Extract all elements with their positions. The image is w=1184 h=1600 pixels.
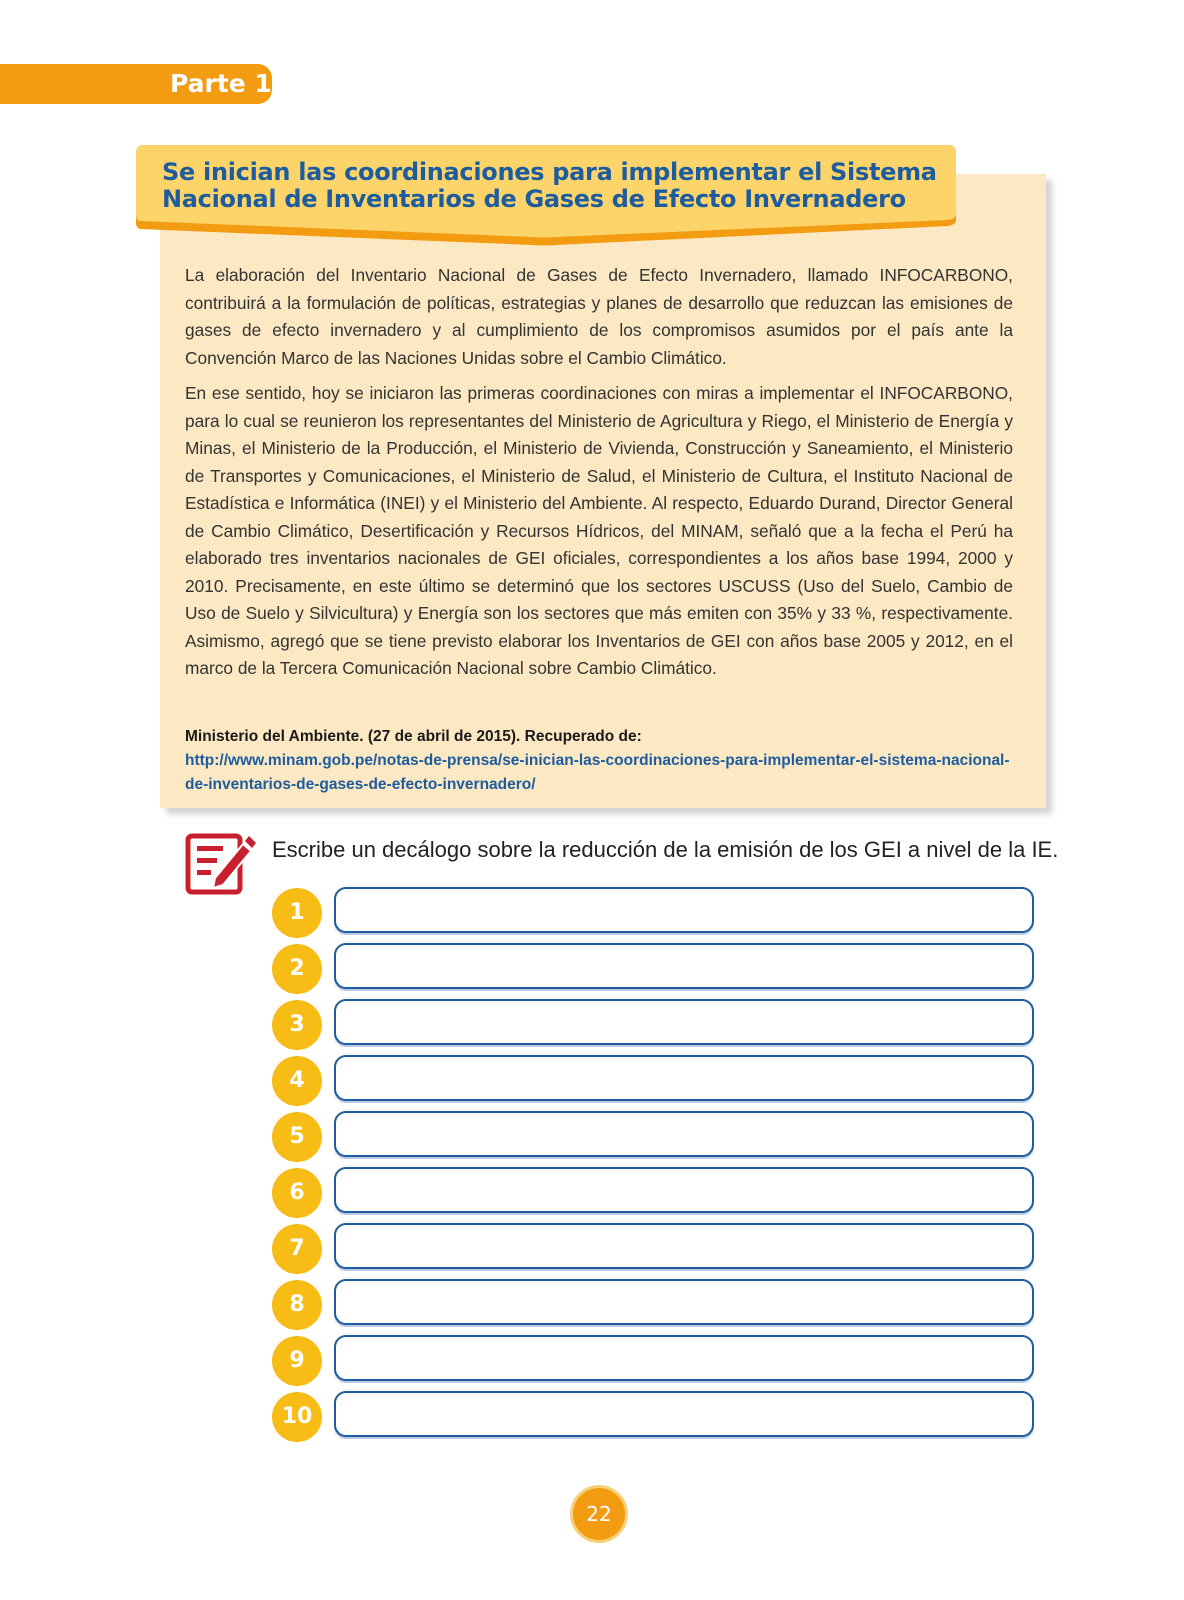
answer-field-3[interactable]: [334, 999, 1034, 1045]
item-number-badge: 4: [272, 1056, 322, 1106]
item-number-badge: 5: [272, 1112, 322, 1162]
item-number-badge: 8: [272, 1280, 322, 1330]
page-number: 22: [570, 1485, 628, 1543]
citation-label: Ministerio del Ambiente. (27 de abril de 2015). Recuperado de:: [185, 728, 642, 745]
item-number-badge: 1: [272, 888, 322, 938]
decalogo-item: [272, 1335, 1052, 1391]
article-title: Se inician las coordinaciones para implementar el Sistema Nacional de Inventarios de Gases de Efecto Invernadero: [162, 158, 937, 213]
decalogo-item: [272, 1279, 1052, 1335]
part-tab: [0, 64, 272, 104]
answer-field-7[interactable]: [334, 1223, 1034, 1269]
answer-field-4[interactable]: [334, 1055, 1034, 1101]
answer-field-1[interactable]: [334, 887, 1034, 933]
decalogo-item: [272, 1111, 1052, 1167]
decalogo-item: [272, 1223, 1052, 1279]
item-number-badge: 2: [272, 944, 322, 994]
answer-field-6[interactable]: [334, 1167, 1034, 1213]
title-banner: [136, 145, 958, 257]
part-label: Parte 1: [170, 69, 272, 98]
answer-field-8[interactable]: [334, 1279, 1034, 1325]
item-number-badge: 3: [272, 1000, 322, 1050]
decalogo-item: [272, 999, 1052, 1055]
answer-field-9[interactable]: [334, 1335, 1034, 1381]
decalogo-item: [272, 1391, 1052, 1447]
decalogo-item: [272, 1167, 1052, 1223]
citation-link[interactable]: http://www.minam.gob.pe/notas-de-prensa/se-inician-las-coordinaciones-para-implementar-el-sistema-nacional-de-inventarios-de-gases-de-efecto-invernadero/: [185, 752, 1010, 793]
activity-prompt: Escribe un decálogo sobre la reducción de la emisión de los GEI a nivel de la IE.: [272, 837, 1059, 862]
article-paragraph-1: La elaboración del Inventario Nacional de Gases de Efecto Invernadero, llamado INFOCARBONO, contribuirá a la formulación de políticas, estrategias y planes de desarrollo que reduzcan las emisiones de gases de efecto invernadero y al cumplimiento de los compromisos asumidos por el país ante la Convención Marco de las Naciones Unidas sobre el Cambio Climático.: [185, 265, 1013, 368]
decalogo-list: [272, 887, 1052, 1447]
item-number-badge: 10: [272, 1392, 322, 1442]
item-number-badge: 6: [272, 1168, 322, 1218]
answer-field-2[interactable]: [334, 943, 1034, 989]
item-number-badge: 9: [272, 1336, 322, 1386]
article-body: [185, 262, 1013, 691]
article-paragraph-2: En ese sentido, hoy se iniciaron las primeras coordinaciones con miras a implementar el INFOCARBONO, para lo cual se reunieron los representantes del Ministerio de Agricultura y Riego, el Ministerio de Energía y Minas, el Ministerio de la Producción, el Ministerio de Vivienda, Construcción y Saneamiento, el Ministerio de Transportes y Comunicaciones, el Ministerio de Salud, el Ministerio de Cultura, el Instituto Nacional de Estadística e Informática (INEI) y el Ministerio del Ambiente. Al respecto, Eduardo Durand, Director General de Cambio Climático, Desertificación y Recursos Hídricos, del MINAM, señaló que a la fecha el Perú ha elaborado tres inventarios nacionales de GEI oficiales, correspondientes a los años base 1994, 2000 y 2010. Precisamente, en este último se determinó que los sectores USCUSS (Uso del Suelo, Cambio de Uso de Suelo y Silvicultura) y Energía son los sectores que más emiten con 35% y 33 %, respectivamente. Asimismo, agregó que se tiene previsto elaborar los Inventarios de GEI con años base 2005 y 2012, en el marco de la Tercera Comunicación Nacional sobre Cambio Climático.: [185, 383, 1013, 678]
write-activity-icon: [185, 830, 257, 900]
decalogo-item: [272, 887, 1052, 943]
item-number-badge: 7: [272, 1224, 322, 1274]
citation: [185, 725, 1013, 797]
decalogo-item: [272, 943, 1052, 999]
decalogo-item: [272, 1055, 1052, 1111]
answer-field-5[interactable]: [334, 1111, 1034, 1157]
answer-field-10[interactable]: [334, 1391, 1034, 1437]
